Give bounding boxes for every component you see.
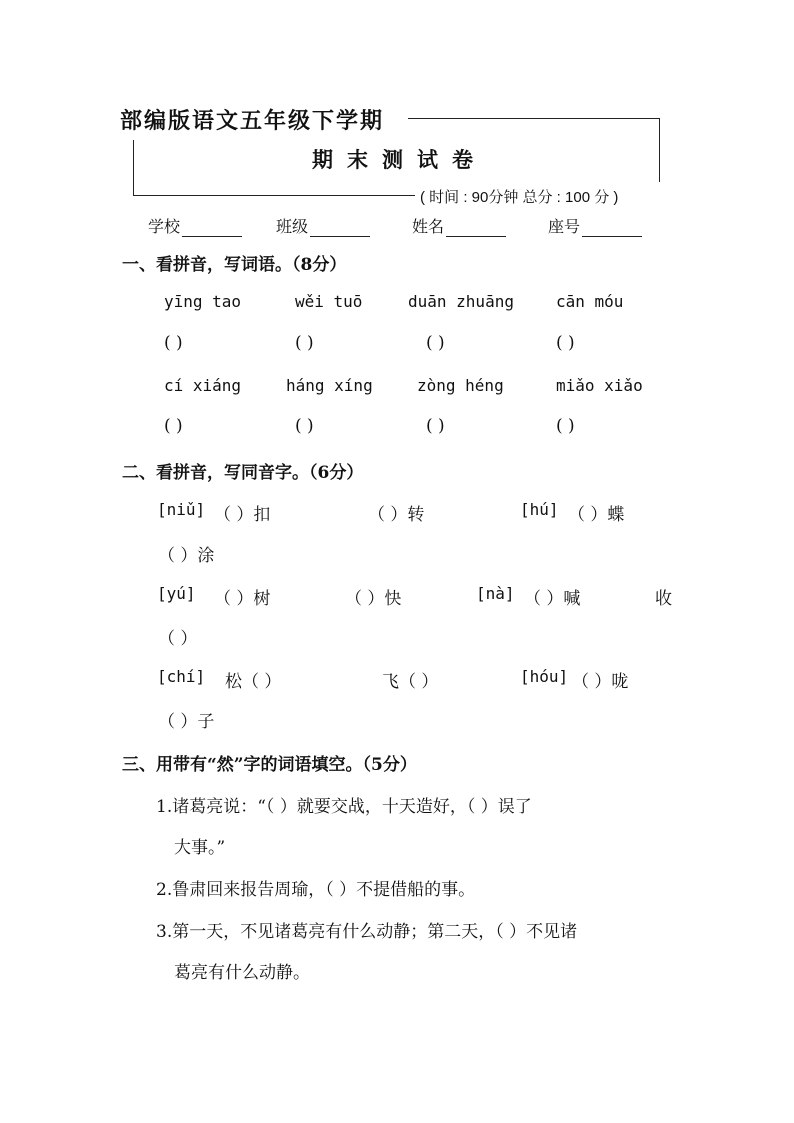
answer-blank[interactable]: ( ) bbox=[426, 333, 445, 353]
name-blank[interactable] bbox=[446, 220, 506, 237]
answer-blank[interactable]: ( ) bbox=[295, 333, 314, 353]
pinyin-item: cí xiáng bbox=[164, 376, 242, 395]
fill-blank[interactable]: （ ）快 bbox=[345, 589, 402, 609]
pinyin-item: háng xíng bbox=[286, 376, 373, 395]
seat-blank[interactable] bbox=[582, 220, 642, 237]
class-blank[interactable] bbox=[310, 220, 370, 237]
answer-blank[interactable]: ( ) bbox=[295, 416, 314, 436]
fill-blank[interactable]: （ ）涂 bbox=[158, 546, 215, 566]
time-score-info: ( 时间 : 90分钟 总分 : 100 分 ) bbox=[420, 189, 619, 206]
fill-blank[interactable]: （ ）树 bbox=[214, 589, 271, 609]
exam-title: 期末测试卷 bbox=[312, 147, 487, 172]
question-3-continued: 葛亮有什么动静。 bbox=[174, 963, 310, 983]
section2-heading: 二、看拼音，写同音字。（6分） bbox=[122, 463, 364, 483]
pinyin-bracket: [hóu] bbox=[520, 667, 569, 686]
answer-blank[interactable]: ( ) bbox=[556, 333, 575, 353]
answer-blank[interactable]: ( ) bbox=[164, 333, 183, 353]
pinyin-bracket: [hú] bbox=[520, 500, 559, 519]
field-name[interactable] bbox=[412, 214, 506, 237]
pinyin-item: wěi tuō bbox=[295, 292, 363, 311]
pinyin-bracket: [niǔ] bbox=[157, 500, 206, 519]
question-1-continued: 大事。” bbox=[174, 838, 226, 858]
question-2: 2.鲁肃回来报告周瑜，（ ）不提借船的事。 bbox=[156, 880, 476, 900]
field-school-label: 学校 bbox=[148, 217, 181, 236]
fill-blank[interactable]: （ ）蝶 bbox=[568, 505, 625, 525]
fill-blank[interactable]: 飞（ ） bbox=[382, 672, 439, 692]
pinyin-item: zòng héng bbox=[417, 376, 504, 395]
fill-blank[interactable]: 松（ ） bbox=[225, 672, 282, 692]
section1-heading: 一、看拼音，写词语。（8分） bbox=[122, 255, 347, 275]
pinyin-bracket: [yú] bbox=[157, 584, 196, 603]
answer-blank[interactable]: ( ) bbox=[426, 416, 445, 436]
question-1: 1.诸葛亮说：“（ ）就要交战，十天造好，（ ）误了 bbox=[156, 797, 532, 817]
field-class[interactable] bbox=[276, 214, 370, 237]
fill-blank[interactable]: （ ）扣 bbox=[214, 505, 271, 525]
answer-blank[interactable]: ( ) bbox=[556, 416, 575, 436]
frame-right-line bbox=[659, 118, 660, 182]
pinyin-item: cān móu bbox=[556, 292, 624, 311]
answer-blank[interactable]: ( ) bbox=[164, 416, 183, 436]
field-seat[interactable] bbox=[548, 214, 642, 237]
question-3: 3.第一天，不见诸葛亮有什么动静；第二天，（ ）不见诸 bbox=[156, 922, 578, 942]
word-fragment: 收 bbox=[655, 589, 672, 609]
frame-bottom-line bbox=[133, 195, 415, 196]
fill-blank[interactable]: （ ）子 bbox=[158, 712, 215, 732]
series-title: 部编版语文五年级下学期 bbox=[120, 108, 385, 134]
pinyin-item: yīng tao bbox=[164, 292, 242, 311]
pinyin-bracket: [nà] bbox=[476, 584, 515, 603]
frame-top-line bbox=[408, 118, 660, 119]
fill-blank[interactable]: （ ）喊 bbox=[524, 589, 581, 609]
pinyin-bracket: [chí] bbox=[157, 667, 206, 686]
field-class-label: 班级 bbox=[276, 217, 309, 236]
pinyin-item: miǎo xiǎo bbox=[556, 376, 643, 395]
pinyin-item: duān zhuāng bbox=[408, 292, 514, 311]
fill-blank[interactable]: （ ） bbox=[158, 629, 198, 649]
fill-blank[interactable]: （ ）咙 bbox=[572, 672, 629, 692]
field-seat-label: 座号 bbox=[548, 217, 581, 236]
school-blank[interactable] bbox=[182, 220, 242, 237]
fill-blank[interactable]: （ ）转 bbox=[368, 505, 425, 525]
frame-left-line bbox=[133, 140, 134, 196]
field-school[interactable] bbox=[148, 214, 242, 237]
field-name-label: 姓名 bbox=[412, 217, 445, 236]
section3-heading: 三、用带有“然”字的词语填空。（5分） bbox=[122, 755, 417, 775]
